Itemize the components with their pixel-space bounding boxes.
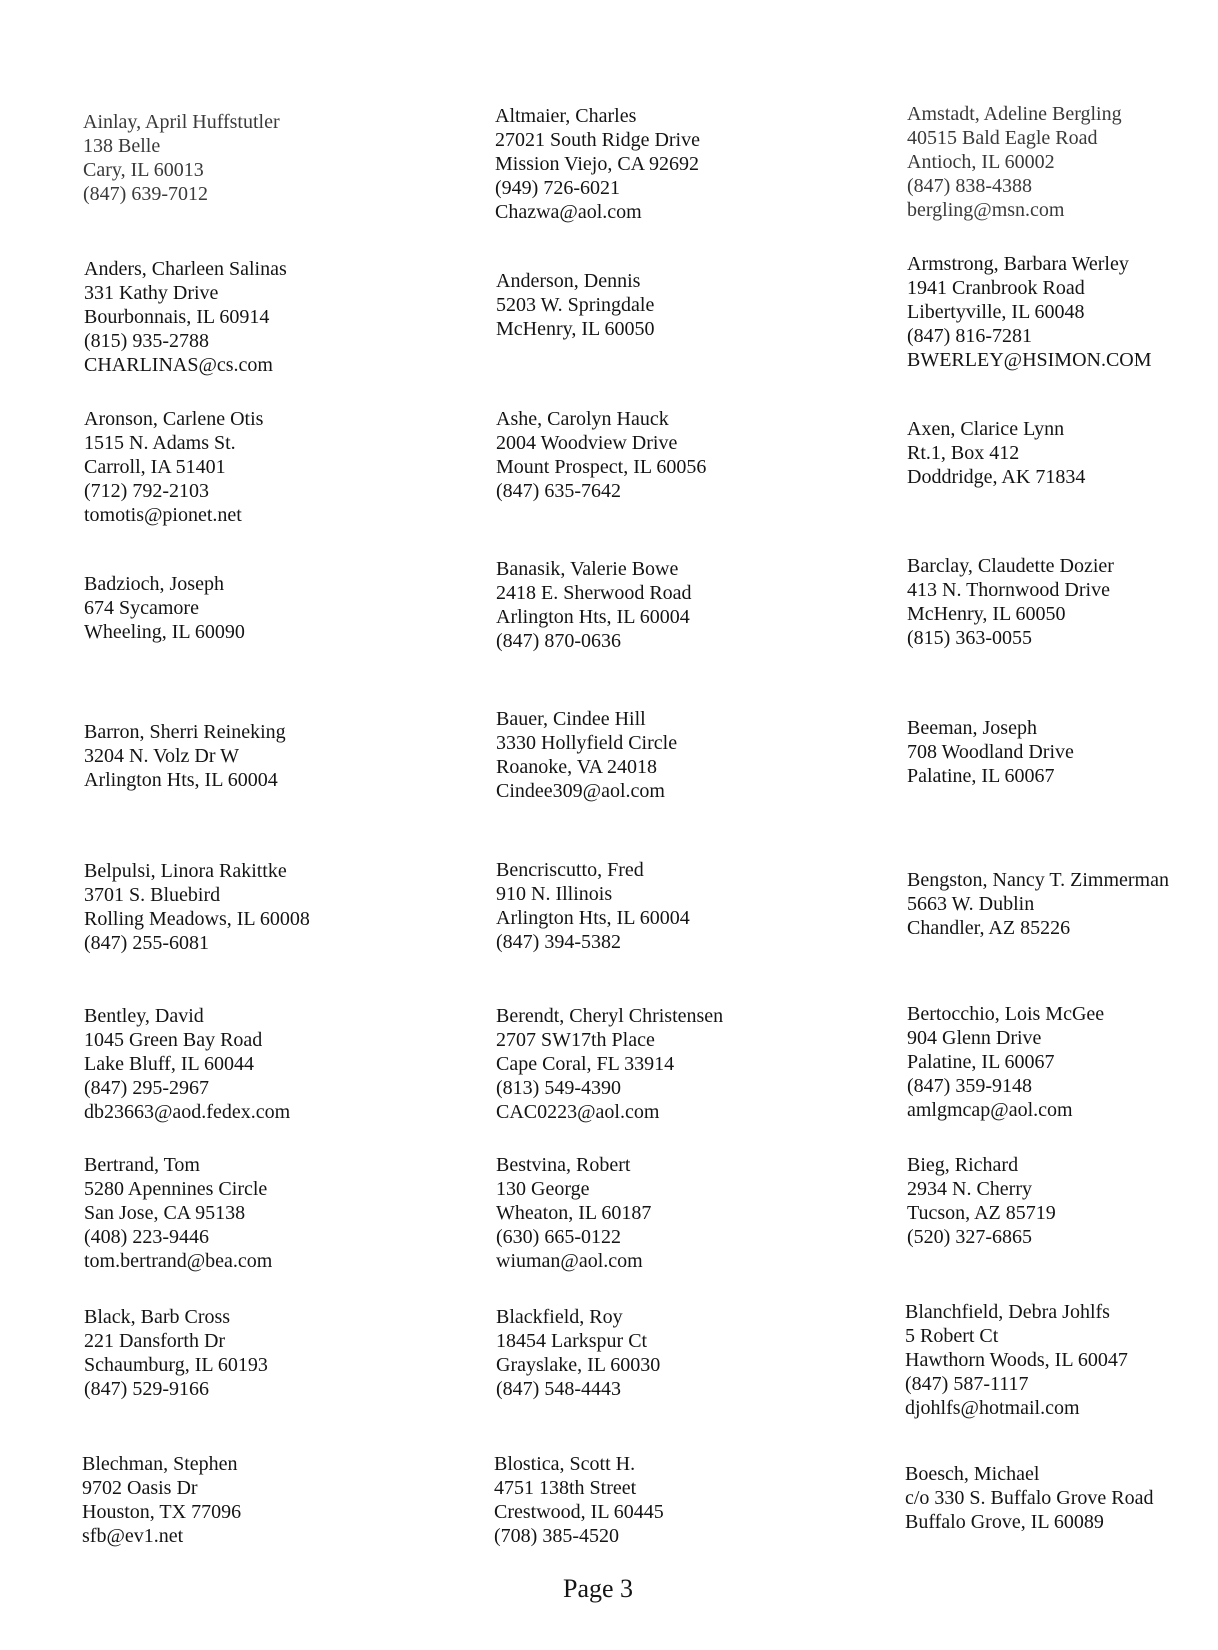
- entry-line: Bieg, Richard: [907, 1154, 1019, 1176]
- entry-bieg: [907, 1153, 1056, 1249]
- entry-line: (847) 639-7012: [83, 183, 208, 205]
- entry-line: (847) 359-9148: [907, 1075, 1032, 1097]
- entry-line: (847) 587-1117: [905, 1373, 1029, 1395]
- entry-line: (847) 870-0636: [496, 630, 621, 652]
- entry-line: Arlington Hts, IL 60004: [84, 769, 278, 791]
- entry-line: Beeman, Joseph: [907, 717, 1037, 739]
- entry-line: Tucson, AZ 85719: [907, 1202, 1056, 1224]
- entry-line: c/o 330 S. Buffalo Grove Road: [905, 1487, 1154, 1509]
- entry-bertocchio: [907, 1002, 1104, 1122]
- entry-line: Chandler, AZ 85226: [907, 917, 1071, 939]
- entry-altmaier: [495, 104, 700, 224]
- entry-boesch: [905, 1462, 1154, 1534]
- entry-line: 2934 N. Cherry: [907, 1178, 1032, 1200]
- entry-line: Blostica, Scott H.: [494, 1453, 636, 1475]
- entry-line: djohlfs@hotmail.com: [905, 1397, 1080, 1419]
- entry-line: Boesch, Michael: [905, 1463, 1040, 1485]
- entry-line: Banasik, Valerie Bowe: [496, 558, 679, 580]
- entry-line: (847) 529-9166: [84, 1378, 209, 1400]
- entry-line: Cary, IL 60013: [83, 159, 204, 181]
- entry-line: amlgmcap@aol.com: [907, 1099, 1073, 1121]
- entry-berendt: [496, 1004, 723, 1124]
- entry-line: Blanchfield, Debra Johlfs: [905, 1301, 1110, 1323]
- entry-line: Mission Viejo, CA 92692: [495, 153, 700, 175]
- entry-line: 708 Woodland Drive: [907, 741, 1074, 763]
- entry-line: (630) 665-0122: [496, 1226, 621, 1248]
- entry-line: Palatine, IL 60067: [907, 765, 1055, 787]
- entry-line: (815) 363-0055: [907, 627, 1032, 649]
- entry-line: Bourbonnais, IL 60914: [84, 306, 270, 328]
- entry-bertrand: [84, 1153, 272, 1273]
- entry-line: 2004 Woodview Drive: [496, 432, 678, 454]
- entry-line: Barclay, Claudette Dozier: [907, 555, 1114, 577]
- entry-line: Rt.1, Box 412: [907, 442, 1020, 464]
- entry-line: Bertrand, Tom: [84, 1154, 200, 1176]
- entry-line: Arlington Hts, IL 60004: [496, 606, 690, 628]
- entry-line: Houston, TX 77096: [82, 1501, 242, 1523]
- entry-line: Berendt, Cheryl Christensen: [496, 1005, 724, 1027]
- entry-line: Ainlay, April Huffstutler: [83, 111, 280, 133]
- entry-line: Blechman, Stephen: [82, 1453, 238, 1475]
- entry-barclay: [907, 554, 1114, 650]
- entry-ashe: [496, 407, 706, 503]
- entry-line: (949) 726-6021: [495, 177, 620, 199]
- entry-line: 413 N. Thornwood Drive: [907, 579, 1110, 601]
- entry-line: Cindee309@aol.com: [496, 780, 665, 802]
- entry-bauer: [496, 707, 677, 803]
- entry-line: (847) 816-7281: [907, 325, 1032, 347]
- entry-line: (813) 549-4390: [496, 1077, 621, 1099]
- entry-line: San Jose, CA 95138: [84, 1202, 246, 1224]
- entry-line: sfb@ev1.net: [82, 1525, 184, 1547]
- entry-line: wiuman@aol.com: [496, 1250, 643, 1272]
- entry-line: 2707 SW17th Place: [496, 1029, 655, 1051]
- entry-aronson: [84, 407, 263, 527]
- page-number: Page 3: [563, 1574, 634, 1603]
- entry-line: Black, Barb Cross: [84, 1306, 231, 1328]
- entry-belpulsi: [84, 859, 310, 955]
- entry-line: 221 Dansforth Dr: [84, 1330, 226, 1352]
- entry-line: Doddridge, AK 71834: [907, 466, 1086, 488]
- entry-line: Badzioch, Joseph: [84, 573, 224, 595]
- entry-line: BWERLEY@HSIMON.COM: [907, 349, 1152, 371]
- entry-line: (408) 223-9446: [84, 1226, 209, 1248]
- entry-line: Bauer, Cindee Hill: [496, 708, 646, 730]
- entry-black: [84, 1305, 268, 1401]
- entry-line: 904 Glenn Drive: [907, 1027, 1042, 1049]
- entry-line: 130 George: [496, 1178, 590, 1200]
- entry-line: Bencriscutto, Fred: [496, 859, 644, 881]
- entry-line: (815) 935-2788: [84, 330, 209, 352]
- entry-line: Hawthorn Woods, IL 60047: [905, 1349, 1128, 1371]
- entry-line: McHenry, IL 60050: [907, 603, 1066, 625]
- entry-line: tom.bertrand@bea.com: [84, 1250, 273, 1272]
- entry-line: 1515 N. Adams St.: [84, 432, 236, 454]
- entry-line: 18454 Larkspur Ct: [496, 1330, 648, 1352]
- entry-line: 5663 W. Dublin: [907, 893, 1035, 915]
- entry-line: (847) 255-6081: [84, 932, 209, 954]
- entry-line: 5203 W. Springdale: [496, 294, 655, 316]
- entry-line: 5 Robert Ct: [905, 1325, 999, 1347]
- entry-line: Rolling Meadows, IL 60008: [84, 908, 310, 930]
- entry-line: CAC0223@aol.com: [496, 1101, 660, 1123]
- entry-line: 3330 Hollyfield Circle: [496, 732, 678, 754]
- entry-line: 5280 Apennines Circle: [84, 1178, 268, 1200]
- entry-line: Amstadt, Adeline Bergling: [907, 103, 1122, 125]
- entry-line: 1045 Green Bay Road: [84, 1029, 263, 1051]
- entry-line: Barron, Sherri Reineking: [84, 721, 286, 743]
- entry-line: bergling@msn.com: [907, 199, 1065, 221]
- entry-badzioch: [84, 572, 245, 644]
- entry-line: Carroll, IA 51401: [84, 456, 226, 478]
- entry-line: 2418 E. Sherwood Road: [496, 582, 692, 604]
- entry-line: 27021 South Ridge Drive: [495, 129, 700, 151]
- entry-line: Axen, Clarice Lynn: [907, 418, 1065, 440]
- entry-line: Libertyville, IL 60048: [907, 301, 1085, 323]
- entry-line: Belpulsi, Linora Rakittke: [84, 860, 287, 882]
- entry-line: Anders, Charleen Salinas: [84, 258, 287, 280]
- entry-bestvina: [496, 1153, 651, 1273]
- entry-line: 9702 Oasis Dr: [82, 1477, 198, 1499]
- entry-line: (847) 394-5382: [496, 931, 621, 953]
- entry-line: db23663@aod.fedex.com: [84, 1101, 291, 1123]
- entry-line: Schaumburg, IL 60193: [84, 1354, 268, 1376]
- entry-blostica: [494, 1452, 664, 1548]
- entry-anders: [84, 257, 287, 377]
- entry-line: 910 N. Illinois: [496, 883, 613, 905]
- entry-line: Buffalo Grove, IL 60089: [905, 1511, 1104, 1533]
- entry-amstadt: [907, 102, 1122, 222]
- entry-line: (520) 327-6865: [907, 1226, 1032, 1248]
- entry-line: Arlington Hts, IL 60004: [496, 907, 690, 929]
- entry-line: (847) 635-7642: [496, 480, 621, 502]
- entry-line: Blackfield, Roy: [496, 1306, 623, 1328]
- entry-line: Bengston, Nancy T. Zimmerman: [907, 869, 1169, 891]
- entry-line: McHenry, IL 60050: [496, 318, 655, 340]
- entry-line: 4751 138th Street: [494, 1477, 637, 1499]
- entry-bencriscutto: [496, 858, 690, 954]
- entry-line: Ashe, Carolyn Hauck: [496, 408, 669, 430]
- entry-line: Aronson, Carlene Otis: [84, 408, 264, 430]
- entry-line: tomotis@pionet.net: [84, 504, 242, 526]
- entry-blackfield: [496, 1305, 660, 1401]
- entry-line: 3204 N. Volz Dr W: [84, 745, 239, 767]
- entry-bentley: [84, 1004, 290, 1124]
- entry-line: Grayslake, IL 60030: [496, 1354, 661, 1376]
- entry-anderson: [496, 269, 654, 341]
- entry-beeman: [907, 716, 1074, 788]
- entry-line: Bertocchio, Lois McGee: [907, 1003, 1105, 1025]
- entry-banasik: [496, 557, 692, 653]
- entry-blanchfield: [905, 1300, 1128, 1420]
- entry-line: Roanoke, VA 24018: [496, 756, 657, 778]
- entry-line: Anderson, Dennis: [496, 270, 641, 292]
- entry-line: 674 Sycamore: [84, 597, 199, 619]
- entry-line: CHARLINAS@cs.com: [84, 354, 273, 376]
- entry-line: Lake Bluff, IL 60044: [84, 1053, 254, 1075]
- entry-line: (847) 838-4388: [907, 175, 1032, 197]
- entry-bengston: [907, 868, 1169, 940]
- entry-axen: [907, 417, 1085, 489]
- entry-line: (847) 295-2967: [84, 1077, 209, 1099]
- entry-line: Bestvina, Robert: [496, 1154, 631, 1176]
- entry-line: 138 Belle: [83, 135, 161, 157]
- entry-line: Bentley, David: [84, 1005, 204, 1027]
- entry-line: Antioch, IL 60002: [907, 151, 1055, 173]
- entry-line: 40515 Bald Eagle Road: [907, 127, 1098, 149]
- entry-line: Palatine, IL 60067: [907, 1051, 1055, 1073]
- entry-line: Mount Prospect, IL 60056: [496, 456, 707, 478]
- entry-line: 331 Kathy Drive: [84, 282, 219, 304]
- entry-armstrong: [907, 252, 1152, 372]
- entry-line: (712) 792-2103: [84, 480, 209, 502]
- entry-ainlay: [83, 110, 280, 206]
- entry-line: 1941 Cranbrook Road: [907, 277, 1085, 299]
- entry-line: Cape Coral, FL 33914: [496, 1053, 675, 1075]
- entry-line: 3701 S. Bluebird: [84, 884, 221, 906]
- entry-line: Crestwood, IL 60445: [494, 1501, 664, 1523]
- entry-line: (847) 548-4443: [496, 1378, 621, 1400]
- entry-blechman: [82, 1452, 241, 1548]
- entry-line: Chazwa@aol.com: [495, 201, 642, 223]
- entry-line: Wheaton, IL 60187: [496, 1202, 652, 1224]
- entry-line: Armstrong, Barbara Werley: [907, 253, 1129, 275]
- entry-line: (708) 385-4520: [494, 1525, 619, 1547]
- entry-line: Altmaier, Charles: [495, 105, 637, 127]
- entry-barron: [84, 720, 286, 792]
- entry-line: Wheeling, IL 60090: [84, 621, 245, 643]
